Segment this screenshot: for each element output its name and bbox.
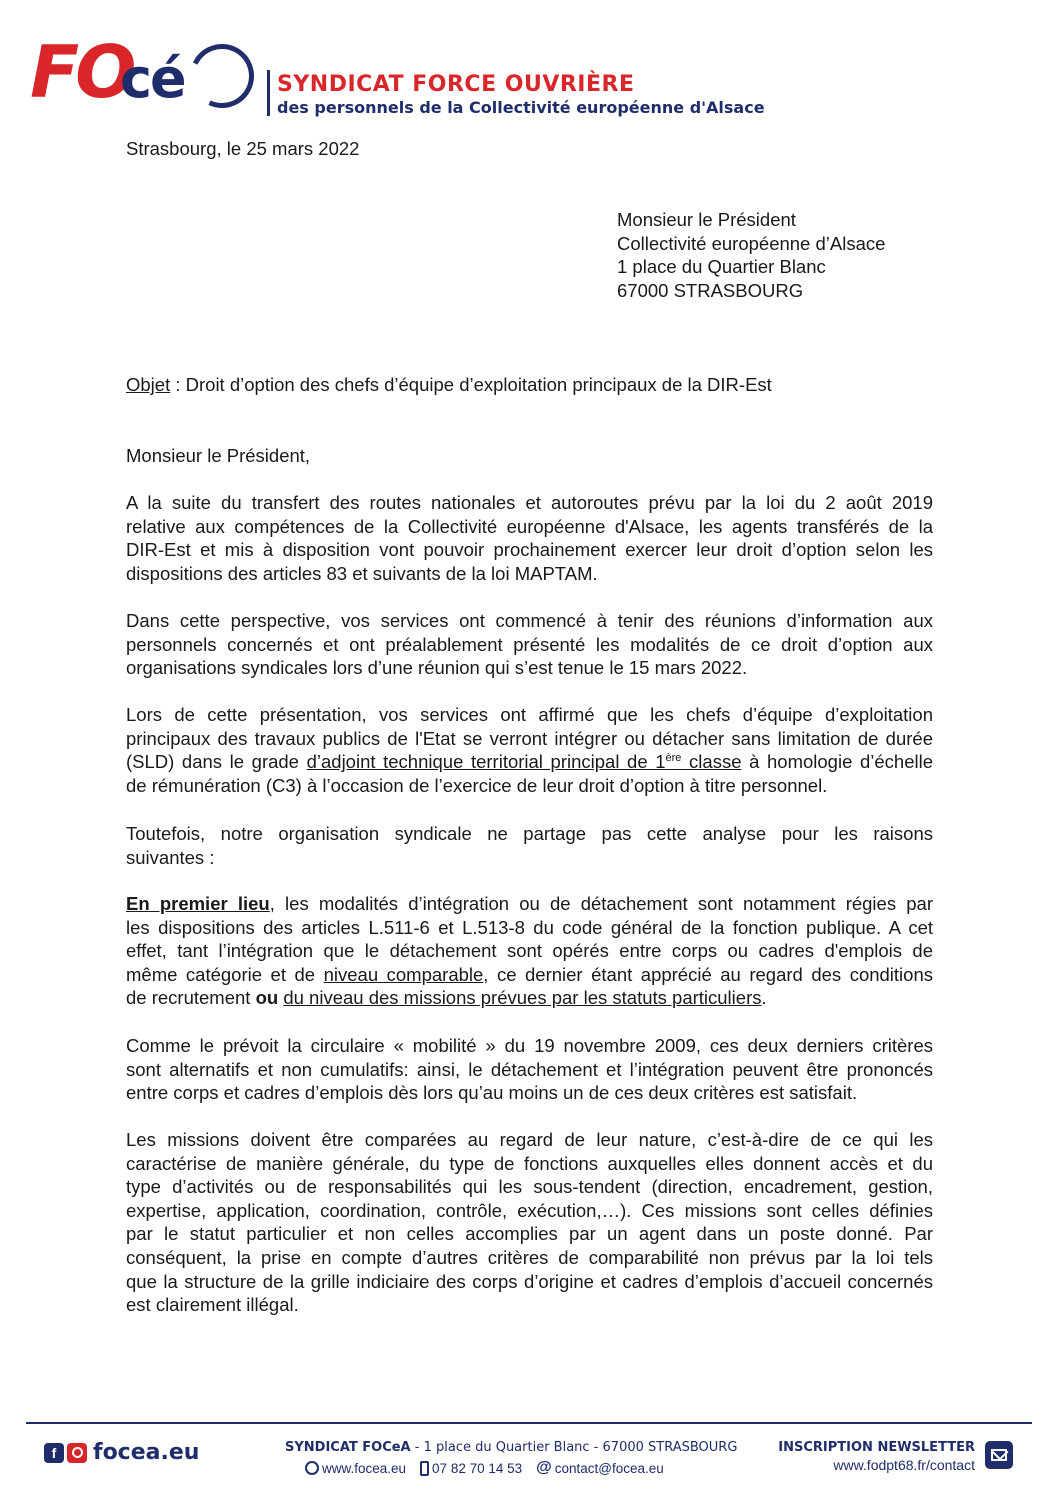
footer-web[interactable] (305, 1461, 406, 1476)
footer-social (44, 1440, 199, 1465)
phone-number[interactable]: 07 82 70 14 53 (432, 1460, 523, 1476)
text-line (126, 963, 933, 987)
grade-underlined (307, 751, 742, 772)
globe-icon (305, 1461, 319, 1475)
paragraph-6 (126, 1034, 933, 1105)
emphasis-bold: ou (255, 987, 279, 1009)
text-segment: classe (681, 751, 742, 773)
paragraph-2 (126, 609, 933, 680)
footer-site-link[interactable]: focea.eu (93, 1440, 200, 1465)
text-segment: de recrutement (126, 987, 256, 1009)
footer-org-name: SYNDICAT FOCeA (285, 1440, 411, 1455)
text-line: A la suite du transfert des routes nationales et autoroutes prévu par la loi du 2 août 2019 (126, 492, 933, 513)
address-line: Collectivité européenne d’Alsace (617, 232, 886, 254)
underlined-text: du niveau des missions prévues par les statuts particuliers (283, 987, 762, 1009)
footer-address (285, 1440, 738, 1455)
address-line: 1 place du Quartier Blanc (617, 256, 826, 277)
footer-address-text: - 1 place du Quartier Blanc - 67000 STRASBOURG (410, 1440, 738, 1455)
text-segment: même catégorie et de (126, 963, 324, 985)
text-line: les dispositions des articles L.511-6 et L.513-8 du code général de la fonction publique. A cet (126, 916, 933, 938)
text-segment: , ce dernier étant apprécié au regard des conditions (483, 963, 933, 985)
letter-date: Strasbourg, le 25 mars 2022 (126, 138, 360, 159)
at-icon: @ (536, 1459, 552, 1476)
facebook-icon[interactable]: f (44, 1443, 64, 1463)
logo-divider (267, 70, 270, 116)
text-line: type d’activités ou de responsabilités qui les sous-tendent (direction, encadrement, gestion, (126, 1176, 933, 1198)
text-line: suivantes : (126, 846, 215, 868)
text-line: effet, tant l’intégration que le détachement sont opérés entre corps ou cadres d'emplois de (126, 940, 933, 962)
text-line: entre corps et cadres d’emplois dès lors qu’au moins un de ces deux critères est satisfait. (126, 1082, 858, 1104)
text-line: conséquent, la prise en compte d’autres critères de comparabilité non prévus par la loi tels (126, 1246, 933, 1268)
logo-title: SYNDICAT FORCE OUVRIÈRE (277, 72, 635, 97)
text-segment: à homologie d’échelle (741, 751, 934, 773)
text-line: de rémunération (C3) à l’occasion de l’exercice de leur droit d’option à titre personnel. (126, 774, 828, 796)
paragraph-1 (126, 491, 933, 585)
phone-icon (420, 1461, 429, 1476)
logo-ring-icon (181, 35, 263, 117)
text-line: expertise, application, coordination, contrôle, exécution,…). Ces missions sont celles définies (126, 1199, 933, 1221)
subject-text: : Droit d’option des chefs d’équipe d’exploitation principaux de la DIR-Est (170, 374, 772, 395)
web-link[interactable]: www.focea.eu (322, 1460, 407, 1476)
paragraph-5 (126, 892, 933, 1010)
text-line: caractérise de manière générale, du type de fonctions auxquelles elles donnent accès et du (126, 1152, 933, 1174)
footer-divider (26, 1422, 1032, 1424)
text-line: principaux des travaux publics de l'Etat se verront intégrer ou détacher sans limitation de durée (126, 727, 933, 749)
recipient-address (617, 208, 885, 302)
newsletter-title: INSCRIPTION NEWSLETTER (778, 1440, 975, 1455)
text-line: Dans cette perspective, vos services ont commencé à tenir des réunions d’information aux (126, 610, 933, 631)
text-line (126, 986, 933, 1010)
footer-phone[interactable] (420, 1461, 522, 1476)
footer-newsletter (760, 1440, 975, 1473)
paragraph-3 (126, 703, 933, 797)
text-line (126, 892, 933, 916)
text-line: par le statut particulier et non celles accomplies par un agent dans un poste donné. Par (126, 1223, 933, 1245)
focea-logo (30, 30, 765, 125)
newsletter-link[interactable]: www.fodpt68.fr/contact (833, 1457, 975, 1473)
mail-icon[interactable] (985, 1441, 1013, 1469)
text-line: organisations syndicales lors d’une réunion qui s’est tenue le 15 mars 2022. (126, 657, 748, 679)
logo-fo: FO (30, 30, 133, 114)
text-line: Les missions doivent être comparées au regard de leur nature, c’est-à-dire de ce qui les (126, 1129, 933, 1150)
text-segment: d’adjoint technique territorial principal de 1 (306, 751, 666, 773)
text-line: sont alternatifs et non cumulatifs: ainsi, le détachement et l’intégration peuvent être prononcés (126, 1058, 933, 1080)
address-line: Monsieur le Président (617, 209, 796, 230)
superscript: ère (665, 752, 682, 765)
instagram-icon[interactable] (67, 1443, 87, 1463)
text-line (126, 750, 933, 774)
text-line: relative aux compétences de la Collectivité européenne d'Alsace, les agents transférés de la (126, 515, 933, 537)
subject-label: Objet (126, 374, 171, 395)
paragraph-7 (126, 1128, 933, 1317)
letter-greeting: Monsieur le Président, (126, 445, 311, 466)
paragraph-4 (126, 822, 933, 869)
text-line: est clairement illégal. (126, 1294, 299, 1316)
text-segment: , les modalités d’intégration ou de détachement sont notamment régies par (269, 893, 933, 914)
emphasis-bold: En premier lieu (126, 893, 270, 914)
text-segment: (SLD) dans le grade (126, 751, 307, 773)
text-line: Toutefois, notre organisation syndicale ne partage pas cette analyse pour les raisons (126, 823, 933, 844)
address-line: 67000 STRASBOURG (617, 279, 804, 301)
text-line: Lors de cette présentation, vos services ont affirmé que les chefs d’équipe d’exploitation (126, 704, 933, 725)
underlined-text: niveau comparable (323, 963, 484, 985)
letter-subject (126, 373, 772, 397)
email-link[interactable]: contact@focea.eu (554, 1460, 664, 1476)
logo-subtitle: des personnels de la Collectivité européenne d'Alsace (277, 98, 765, 117)
text-line: que la structure de la grille indiciaire des corps d’origine et cadres d’emplois d’accueil concernés (126, 1270, 933, 1292)
text-segment: . (761, 987, 767, 1009)
text-line: personnels concernés et ont préalablement présenté les modalités de ce droit d’option aux (126, 633, 933, 655)
logo-cea: cé (120, 47, 185, 110)
text-line: dispositions des articles 83 et suivants de la loi MAPTAM. (126, 562, 598, 584)
footer-contacts (305, 1459, 725, 1477)
text-line: DIR-Est et mis à disposition vont pouvoir prochainement exercer leur droit d’option selon les (126, 539, 933, 561)
footer-email[interactable] (536, 1459, 664, 1477)
text-line: Comme le prévoit la circulaire « mobilité » du 19 novembre 2009, ces deux derniers critères (126, 1035, 933, 1056)
footer-contact-block (285, 1440, 738, 1477)
